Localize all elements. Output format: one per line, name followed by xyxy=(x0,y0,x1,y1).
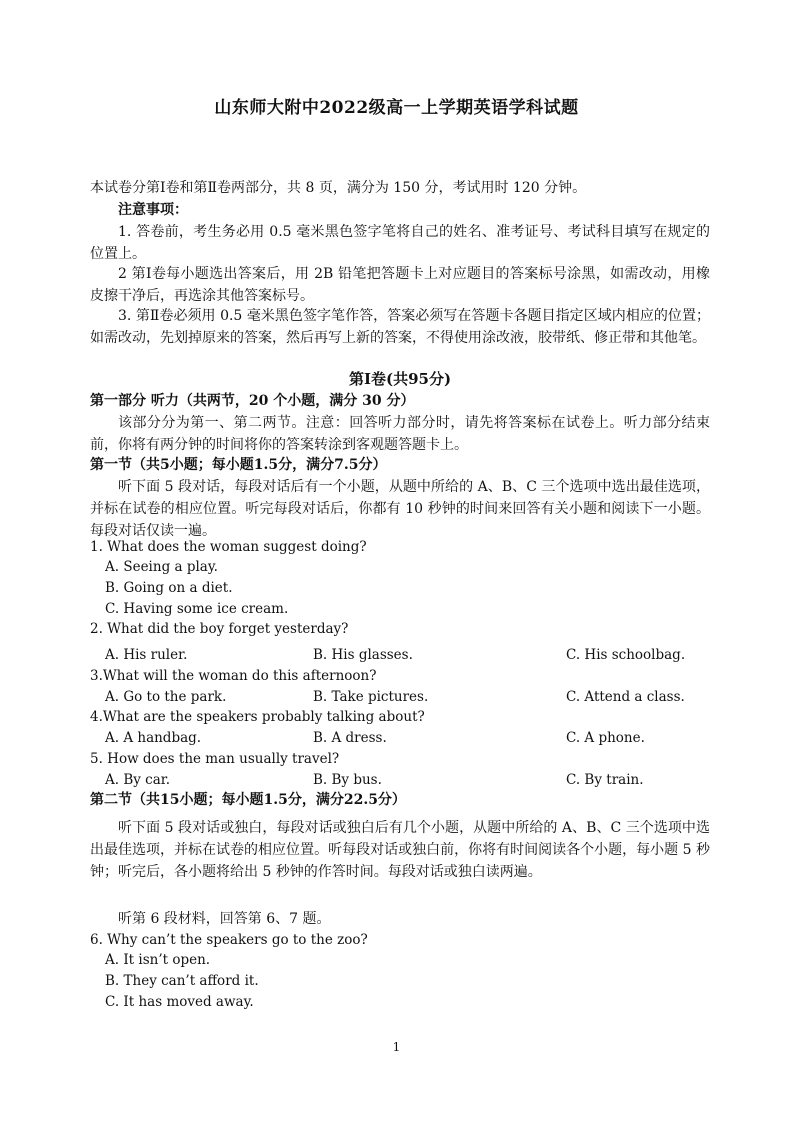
question-6-stem: 6. Why can’t the speakers go to the zoo? xyxy=(90,932,368,948)
notice-heading: 注意事项： xyxy=(118,202,188,218)
question-2-option-b: B. His glasses. xyxy=(313,647,413,663)
question-6-option-b: B. They can’t afford it. xyxy=(105,973,259,989)
volume-heading: 第Ⅰ卷(共95分) xyxy=(348,370,452,388)
question-5-stem: 5. How does the man usually travel? xyxy=(90,751,340,767)
question-5-option-c: C. By train. xyxy=(566,772,644,788)
question-1-option-b: B. Going on a diet. xyxy=(105,580,233,596)
question-2-stem: 2. What did the boy forget yesterday? xyxy=(90,621,349,637)
question-1-option-c: C. Having some ice cream. xyxy=(105,601,289,617)
question-4-option-b: B. A dress. xyxy=(313,730,387,746)
page-title: 山东师大附中2022级高一上学期英语学科试题 xyxy=(214,98,579,118)
notice-item-2: 2 第Ⅰ卷每小题选出答案后，用 2B 铅笔把答题卡上对应题目的答案标号涂黑，如需改动，用橡皮擦干净后，再选涂其他答案标号。 xyxy=(90,266,710,304)
section2-description: 听下面 5 段对话或独白，每段对话或独白后有几个小题，从题中所给的 A、B、C 三个选项中选出最佳选项，并标在试卷的相应位置。听每段对话或独白前，你将有时间阅读各个小题，每小题 5 秒钟；听完后，各小题将给出 5 秒钟的作答时间。每段对话或独白读两遍。 xyxy=(90,820,710,880)
part1-heading: 第一部分 听力（共两节，20 个小题，满分 30 分） xyxy=(90,393,415,409)
question-3-option-b: B. Take pictures. xyxy=(313,689,429,705)
section1-heading: 第一节（共5小题；每小题1.5分，满分7.5分） xyxy=(90,457,387,473)
question-3-option-c: C. Attend a class. xyxy=(566,689,685,705)
part1-description: 该部分分为第一、第二两节。注意：回答听力部分时，请先将答案标在试卷上。听力部分结束前，你将有两分钟的时间将你的答案转涂到客观题答题卡上。 xyxy=(90,415,710,453)
question-2-option-c: C. His schoolbag. xyxy=(566,647,686,663)
question-3-stem: 3.What will the woman do this afternoon? xyxy=(90,668,377,684)
question-1-stem: 1. What does the woman suggest doing? xyxy=(90,539,367,555)
question-4-option-c: C. A phone. xyxy=(566,730,645,746)
question-6-option-a: A. It isn’t open. xyxy=(105,952,211,968)
question-4-stem: 4.What are the speakers probably talking about? xyxy=(90,709,425,725)
question-5-option-a: A. By car. xyxy=(105,772,171,788)
question-2-option-a: A. His ruler. xyxy=(105,647,188,663)
section2-heading: 第二节（共15小题；每小题1.5分，满分22.5分） xyxy=(90,792,406,808)
intro-text: 本试卷分第Ⅰ卷和第Ⅱ卷两部分，共 8 页，满分为 150 分，考试用时 120 分钟。 xyxy=(90,180,587,196)
question-6-option-c: C. It has moved away. xyxy=(105,994,254,1010)
question-4-option-a: A. A handbag. xyxy=(105,730,202,746)
material-6-instruction: 听第 6 段材料，回答第 6、7 题。 xyxy=(118,911,331,927)
question-5-option-b: B. By bus. xyxy=(313,772,382,788)
page-number: 1 xyxy=(392,1040,401,1054)
section1-description: 听下面 5 段对话，每段对话后有一个小题，从题中所给的 A、B、C 三个选项中选出最佳选项，并标在试卷的相应位置。听完每段对话后，你都有 10 秒钟的时间来回答有关小题和阅读下一小题。每段对话仅读一遍。 xyxy=(90,479,710,539)
notice-item-3: 3. 第Ⅱ卷必须用 0.5 毫米黑色签字笔作答，答案必须写在答题卡各题目指定区域内相应的位置；如需改动，先划掉原来的答案，然后再写上新的答案，不得使用涂改液，胶带纸、修正带和其他笔。 xyxy=(90,308,710,346)
notice-item-1: 1. 答卷前，考生务必用 0.5 毫米黑色签字笔将自己的姓名、准考证号、考试科目填写在规定的位置上。 xyxy=(90,224,710,262)
question-1-option-a: A. Seeing a play. xyxy=(105,559,218,575)
question-3-option-a: A. Go to the park. xyxy=(105,689,227,705)
